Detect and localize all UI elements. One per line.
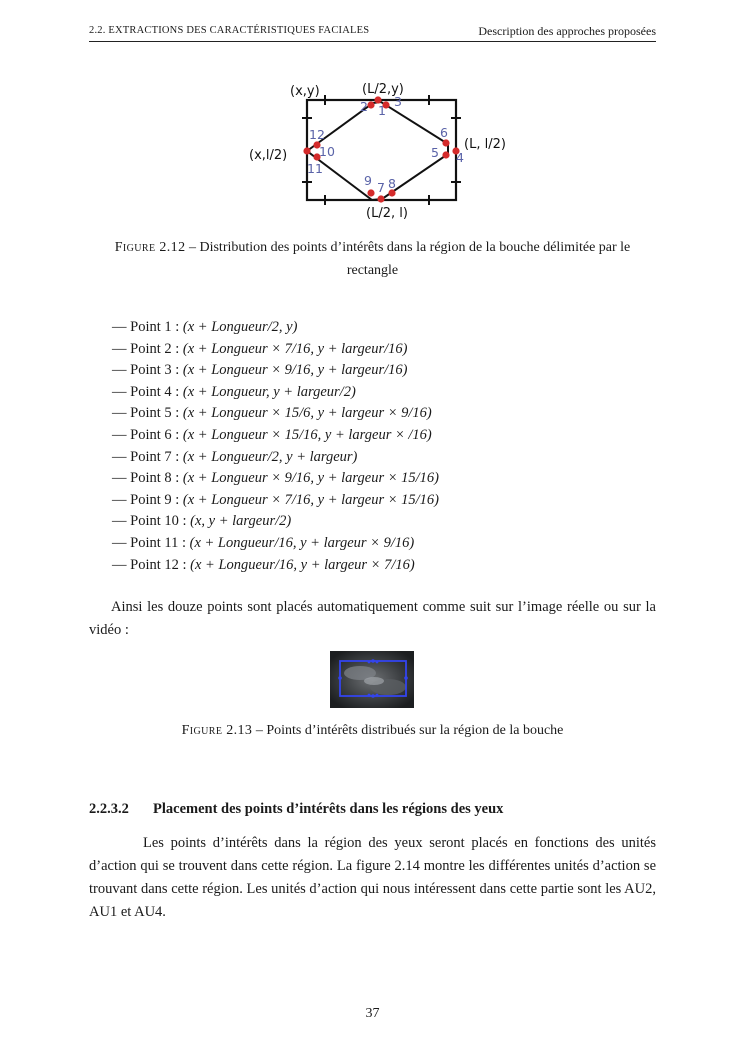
list-bullet: — xyxy=(112,383,131,400)
caption-text: – Points d’intérêts distribués sur la région de la bouche xyxy=(252,723,564,738)
list-item xyxy=(112,425,439,447)
point-name: Point 2 : xyxy=(130,340,183,357)
section-title: Placement des points d’intérêts dans les régions des yeux xyxy=(153,801,504,817)
list-item xyxy=(112,490,439,512)
point-formula: (x + Longueur × 7/16, y + largeur/16) xyxy=(182,340,408,357)
list-item xyxy=(112,468,439,490)
point-number-3: 3 xyxy=(394,94,402,109)
point-number-4: 4 xyxy=(456,150,464,165)
running-header-left: 2.2. EXTRACTIONS DES CARACTÉRISTIQUES FACIALES xyxy=(89,25,370,36)
mouth-region-photo xyxy=(330,651,414,708)
point-10 xyxy=(303,147,310,154)
list-bullet: — xyxy=(112,362,131,379)
point-number-8: 8 xyxy=(388,176,396,191)
list-bullet: — xyxy=(112,405,131,422)
point-name: Point 3 : xyxy=(130,362,183,379)
section-heading xyxy=(89,801,503,818)
point-name: Point 9 : xyxy=(130,491,183,508)
point-formula: (x + Longueur/2, y + largeur) xyxy=(182,448,358,465)
list-bullet: — xyxy=(112,448,131,465)
header-rule xyxy=(89,41,656,42)
list-bullet: — xyxy=(112,340,131,357)
list-bullet: — xyxy=(112,426,131,443)
list-bullet: — xyxy=(112,470,131,487)
point-7 xyxy=(377,195,384,202)
point-name: Point 1 : xyxy=(130,319,183,335)
point-formula: (x + Longueur × 9/16, y + largeur × 15/16) xyxy=(182,470,439,487)
point-formula: (x + Longueur/16, y + largeur × 9/16) xyxy=(189,534,415,551)
point-formula: (x + Longueur × 15/6, y + largeur × 9/16) xyxy=(182,405,432,422)
label-top-mid: (L/2,y) xyxy=(362,82,404,97)
point-formula: (x + Longueur, y + largeur/2) xyxy=(182,383,356,400)
point-name: Point 8 : xyxy=(130,470,183,487)
caption-label: Figure 2.13 xyxy=(181,723,253,738)
point-6 xyxy=(442,139,449,146)
point-number-9: 9 xyxy=(364,173,372,188)
section-number: 2.2.3.2 xyxy=(89,801,129,817)
paragraph: Ainsi les douze points sont placés automatiquement comme suit sur l’image réelle ou sur la vidéo : xyxy=(89,599,656,638)
list-item xyxy=(112,360,439,382)
list-item xyxy=(112,555,439,577)
list-item xyxy=(112,382,439,404)
label-left-mid: (x,l/2) xyxy=(249,148,288,163)
list-item xyxy=(112,511,439,533)
caption-label: Figure 2.12 xyxy=(114,240,186,255)
page-number: 37 xyxy=(365,1006,380,1021)
list-item xyxy=(112,339,439,361)
point-5 xyxy=(442,151,449,158)
list-bullet: — xyxy=(112,513,131,530)
list-bullet: — xyxy=(112,491,131,508)
point-name: Point 4 : xyxy=(130,383,183,400)
points-list xyxy=(112,317,439,576)
point-number-2: 2 xyxy=(360,99,368,114)
paragraph: Les points d’intérêts dans la région des yeux seront placés en fonctions des unités d’action qui se trouvent dans cette région. La figure 2.14 montre les différentes unités d’action se trouvant dans cette région. Les unités d’action qui nous intéressent dans cette partie sont les AU2, AU1 et AU4. xyxy=(89,835,656,920)
point-name: Point 12 : xyxy=(130,556,191,573)
point-number-11: 11 xyxy=(307,161,323,176)
point-formula: (x + Longueur × 15/16, y + largeur × /16) xyxy=(182,426,432,443)
point-formula: (x + Longueur × 7/16, y + largeur × 15/16) xyxy=(182,491,439,508)
point-number-1: 1 xyxy=(378,103,386,118)
list-bullet: — xyxy=(112,319,131,335)
point-number-5: 5 xyxy=(431,145,439,160)
point-name: Point 7 : xyxy=(130,448,183,465)
point-number-6: 6 xyxy=(440,125,448,140)
point-formula: (x + Longueur/16, y + largeur × 7/16) xyxy=(190,556,415,573)
label-right-mid: (L, l/2) xyxy=(464,137,506,152)
list-bullet: — xyxy=(112,556,131,573)
list-item xyxy=(112,447,439,469)
list-bullet: — xyxy=(112,534,131,551)
figure-caption-2-13 xyxy=(89,719,656,742)
list-item xyxy=(112,317,439,339)
point-name: Point 11 : xyxy=(130,534,190,551)
point-name: Point 6 : xyxy=(130,426,183,443)
figure-caption-2-12 xyxy=(89,236,656,282)
running-header-right: Description des approches proposées xyxy=(478,24,656,38)
point-formula: (x, y + largeur/2) xyxy=(190,513,292,530)
point-number-12: 12 xyxy=(309,127,325,142)
point-number-10: 10 xyxy=(319,144,335,159)
point-name: Point 5 : xyxy=(130,405,183,422)
point-9 xyxy=(367,189,374,196)
mouth-points-diagram xyxy=(240,76,520,226)
label-bottom-mid: (L/2, l) xyxy=(366,206,408,221)
list-item xyxy=(112,533,439,555)
list-item xyxy=(112,403,439,425)
point-formula: (x + Longueur/2, y) xyxy=(182,319,298,335)
point-formula: (x + Longueur × 9/16, y + largeur/16) xyxy=(182,362,408,379)
point-name: Point 10 : xyxy=(130,513,191,530)
point-number-7: 7 xyxy=(377,180,385,195)
point-2 xyxy=(367,101,374,108)
label-top-left: (x,y) xyxy=(290,84,320,99)
caption-text: – Distribution des points d’intérêts dans la région de la bouche délimitée par le rectangle xyxy=(185,240,631,278)
